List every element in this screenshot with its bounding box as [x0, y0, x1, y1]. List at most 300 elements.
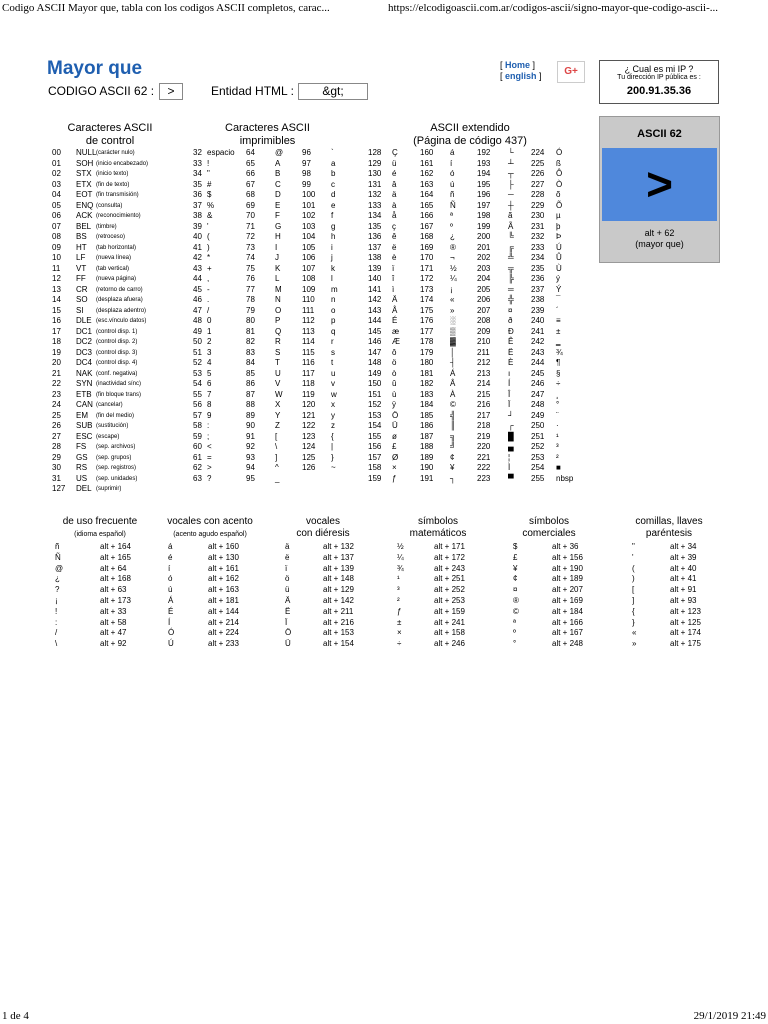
char-cell: ý — [556, 274, 560, 283]
char-cell: ) — [632, 574, 635, 584]
char-cell: ▓ — [450, 337, 456, 346]
char-cell: Ó — [168, 628, 175, 638]
char-cell: Û — [556, 253, 562, 262]
code-cell: 18 — [52, 337, 61, 346]
char-cell: % — [207, 200, 215, 210]
char-cell: ® — [513, 596, 519, 605]
code-cell: 54 — [193, 379, 202, 388]
code-cell: 237 — [531, 284, 545, 294]
char-cell: Î — [508, 389, 511, 399]
shortcut-row — [0, 639, 768, 650]
description-cell: (consulta) — [96, 202, 123, 209]
char-cell: 1 — [207, 326, 212, 336]
top-links: [ Home ] [ english ] — [500, 60, 542, 81]
alt-code-cell: alt + 148 — [323, 574, 354, 584]
code-cell: 152 — [368, 400, 382, 409]
char-cell: ² — [556, 452, 559, 462]
code-cell: 46 — [193, 295, 202, 304]
char-cell: l — [331, 274, 333, 283]
description-cell: (sep. archivos) — [96, 444, 136, 450]
char-cell: ? — [207, 473, 212, 483]
char-cell: ¾ — [397, 563, 404, 573]
alt-code-cell: alt + 163 — [208, 585, 239, 595]
char-cell: ƒ — [397, 606, 402, 616]
code-cell: 71 — [246, 221, 255, 231]
code-cell: 90 — [246, 421, 255, 430]
char-cell: ¿ — [450, 232, 455, 241]
alt-code-cell: alt + 36 — [552, 542, 579, 551]
char-cell: Í — [168, 617, 171, 627]
code-cell: 83 — [246, 347, 255, 357]
table-row — [0, 295, 768, 306]
code-cell: 64 — [246, 148, 255, 157]
code-cell: 05 — [52, 200, 61, 210]
home-link[interactable]: Home — [505, 60, 531, 70]
char-cell: L — [275, 274, 280, 283]
char-cell: é — [392, 169, 397, 178]
char-cell: █ — [508, 431, 514, 441]
code-cell: 82 — [246, 337, 255, 346]
code-cell: 63 — [193, 473, 202, 483]
code-cell: 174 — [420, 295, 434, 304]
char-cell: ½ — [397, 542, 404, 551]
code-cell: 226 — [531, 169, 545, 178]
code-cell: 153 — [368, 410, 382, 420]
alt-code-cell: alt + 252 — [434, 585, 465, 595]
code-cell: 97 — [302, 158, 311, 168]
char-cell: Ö — [285, 628, 292, 638]
code-cell: 211 — [477, 347, 490, 357]
code-cell: 07 — [52, 221, 61, 231]
code-cell: 170 — [420, 253, 434, 262]
table-row — [0, 264, 768, 275]
char-cell: ─ — [508, 190, 514, 199]
code-cell: 193 — [477, 158, 491, 168]
code-cell: 141 — [368, 284, 382, 294]
char-cell: ü — [285, 585, 290, 595]
table-row — [0, 474, 768, 485]
code-cell: 37 — [193, 200, 202, 210]
code-cell: 105 — [302, 242, 316, 252]
alt-code-cell: alt + 207 — [552, 585, 583, 595]
code-cell: 212 — [477, 358, 491, 367]
description-cell: (tab vertical) — [96, 265, 130, 272]
code-cell: 73 — [246, 242, 255, 252]
code-cell: 109 — [302, 284, 316, 294]
code-cell: 52 — [193, 358, 202, 367]
code-cell: 62 — [193, 463, 202, 472]
alt-code-cell: alt + 158 — [434, 628, 465, 638]
char-cell: ^ — [275, 463, 279, 472]
table-row — [0, 432, 768, 443]
mnemonic-cell: GS — [76, 452, 88, 462]
code-cell: 114 — [302, 337, 315, 346]
shortcut-row — [0, 553, 768, 564]
code-cell: 12 — [52, 274, 61, 283]
mnemonic-cell: EOT — [76, 190, 93, 199]
code-cell: 201 — [477, 242, 491, 252]
alt-code-cell: alt + 34 — [670, 542, 697, 551]
mnemonic-cell: DC1 — [76, 326, 93, 336]
google-plus-button[interactable]: G+ — [557, 61, 585, 83]
entidad-label: Entidad HTML : — [211, 84, 294, 98]
alt-code-cell: alt + 142 — [323, 596, 354, 605]
char-cell: Ã — [508, 221, 514, 231]
code-cell: 222 — [477, 463, 491, 472]
char-cell: k — [331, 263, 335, 273]
char-cell: ╔ — [508, 242, 514, 252]
table-row — [0, 201, 768, 212]
code-cell: 111 — [302, 305, 315, 315]
char-cell: º — [513, 628, 516, 638]
alt-code-cell: alt + 172 — [434, 552, 465, 562]
char-cell: $ — [513, 542, 518, 551]
ascii-panel-name: (mayor que) — [635, 239, 684, 249]
char-cell: ¢ — [513, 574, 518, 584]
char-cell: á — [168, 542, 173, 551]
description-cell: (control disp. 2) — [96, 339, 138, 345]
code-cell: 14 — [52, 295, 61, 304]
char-cell: ] — [275, 452, 278, 462]
char-cell: Â — [450, 379, 456, 388]
char-cell: à — [392, 200, 397, 210]
code-cell: 70 — [246, 211, 255, 220]
alt-code-cell: alt + 167 — [552, 628, 583, 638]
code-cell: 184 — [420, 400, 434, 409]
char-cell: × — [392, 463, 397, 472]
char-cell: 7 — [207, 389, 212, 399]
code-cell: 166 — [420, 211, 434, 220]
mnemonic-cell: STX — [76, 169, 92, 178]
ascii-panel-title: ASCII 62 — [637, 128, 682, 140]
code-cell: 53 — [193, 368, 202, 378]
char-cell: ø — [392, 431, 397, 441]
code-cell: 243 — [531, 347, 545, 357]
code-cell: 182 — [420, 379, 434, 388]
char-cell: ? — [55, 585, 60, 595]
code-cell: 247 — [531, 389, 545, 399]
description-cell: (desplaza adentro) — [96, 307, 147, 314]
char-cell: r — [331, 337, 334, 346]
code-cell: 34 — [193, 169, 202, 178]
char-cell: ö — [285, 574, 290, 584]
char-cell: ¿ — [55, 574, 60, 584]
description-cell: (suprimir) — [96, 486, 122, 492]
code-cell: 22 — [52, 379, 61, 388]
code-cell: 38 — [193, 211, 202, 220]
code-cell: 124 — [302, 442, 316, 451]
char-cell: Ü — [392, 421, 398, 430]
char-cell: & — [207, 211, 213, 220]
char-cell: ÿ — [392, 400, 396, 409]
char-cell: ú — [168, 585, 173, 595]
table-row — [0, 369, 768, 380]
char-cell: Ú — [556, 242, 562, 252]
alt-code-cell: alt + 154 — [323, 639, 354, 649]
char-cell: ╗ — [450, 431, 456, 441]
code-cell: 25 — [52, 410, 61, 420]
code-cell: 233 — [531, 242, 545, 252]
char-cell: n — [331, 295, 336, 304]
code-cell: 229 — [531, 200, 545, 210]
char-cell: } — [632, 617, 635, 627]
mnemonic-cell: DEL — [76, 484, 92, 493]
char-cell: c — [331, 179, 335, 189]
char-cell: 2 — [207, 337, 212, 346]
code-cell: 115 — [302, 347, 315, 357]
alt-code-cell: alt + 175 — [670, 639, 701, 649]
table-row — [0, 211, 768, 222]
char-cell: ° — [513, 639, 517, 649]
code-cell: 216 — [477, 400, 491, 409]
char-cell: D — [275, 190, 281, 199]
code-cell: 04 — [52, 190, 61, 199]
char-cell: þ — [556, 221, 561, 231]
table-row — [0, 411, 768, 422]
alt-code-cell: alt + 159 — [434, 606, 465, 616]
code-cell: 235 — [531, 263, 545, 273]
code-cell: 19 — [52, 347, 61, 357]
char-cell: ¨ — [556, 410, 559, 420]
code-cell: 159 — [368, 473, 382, 483]
char-cell: ) — [207, 242, 210, 252]
code-cell: 172 — [420, 274, 434, 283]
char-cell: ╠ — [508, 274, 514, 283]
table-row — [0, 253, 768, 264]
char-cell: < — [207, 442, 212, 451]
code-cell: 218 — [477, 421, 491, 430]
mnemonic-cell: LF — [76, 253, 86, 262]
char-cell: ¤ — [508, 305, 513, 315]
mnemonic-cell: SUB — [76, 421, 93, 430]
code-cell: 67 — [246, 179, 255, 189]
code-cell: 219 — [477, 431, 491, 441]
code-cell: 106 — [302, 253, 316, 262]
code-cell: 94 — [246, 463, 255, 472]
code-cell: 158 — [368, 463, 382, 472]
alt-code-cell: alt + 47 — [100, 628, 127, 638]
code-cell: 15 — [52, 305, 61, 315]
code-cell: 240 — [531, 316, 545, 325]
code-cell: 99 — [302, 179, 311, 189]
code-cell: 188 — [420, 442, 434, 451]
code-cell: 178 — [420, 337, 434, 346]
char-cell: ░ — [450, 316, 456, 325]
char-cell: Z — [275, 421, 280, 430]
char-cell: ┐ — [450, 473, 456, 483]
char-cell: ╝ — [450, 442, 456, 451]
char-cell: > — [207, 463, 212, 472]
char-cell: ñ — [55, 542, 60, 551]
char-cell: 9 — [207, 410, 212, 420]
char-cell: ┴ — [508, 158, 514, 168]
printable-section-title: Caracteres ASCII imprimibles — [225, 122, 310, 147]
char-cell: µ — [556, 211, 561, 220]
code-cell: 224 — [531, 148, 545, 157]
code-cell: 31 — [52, 473, 61, 483]
mnemonic-cell: ACK — [76, 211, 93, 220]
mnemonic-cell: RS — [76, 463, 88, 472]
description-cell: (tab horizontal) — [96, 244, 137, 251]
char-cell: Ý — [556, 284, 562, 294]
description-cell: (conf. negativa) — [96, 370, 138, 377]
char-cell: v — [331, 379, 335, 388]
code-cell: 95 — [246, 473, 255, 483]
code-cell: 76 — [246, 274, 255, 283]
alt-code-cell: alt + 123 — [670, 606, 701, 616]
code-cell: 189 — [420, 452, 434, 462]
mnemonic-cell: US — [76, 473, 88, 483]
char-cell: ] — [632, 596, 635, 605]
char-cell: p — [331, 316, 336, 325]
char-cell: ¸ — [556, 389, 559, 399]
char-cell: Ç — [392, 148, 398, 157]
code-cell: 61 — [193, 452, 202, 462]
mnemonic-cell: NULL — [76, 148, 97, 157]
description-cell: (timbre) — [96, 223, 117, 230]
char-cell: ã — [508, 211, 513, 220]
char-cell: $ — [207, 190, 212, 199]
code-cell: 208 — [477, 316, 491, 325]
code-cell: 44 — [193, 274, 202, 283]
code-cell: 27 — [52, 431, 61, 441]
char-cell: Ì — [508, 463, 511, 472]
char-cell: Ä — [392, 295, 398, 304]
code-cell: 11 — [52, 263, 61, 273]
code-cell: 220 — [477, 442, 491, 451]
description-cell: (fin del medio) — [96, 412, 135, 419]
print-datetime: 29/1/2019 21:49 — [693, 1010, 766, 1022]
mnemonic-cell: SO — [76, 295, 88, 304]
code-cell: 140 — [368, 274, 382, 283]
char-cell: å — [392, 211, 397, 220]
ip-subtitle: Tu dirección IP pública es : — [617, 74, 701, 81]
mnemonic-cell: BS — [76, 232, 87, 241]
entidad-value-field[interactable]: &gt; — [298, 83, 368, 100]
code-cell: 00 — [52, 148, 61, 157]
code-cell: 217 — [477, 410, 491, 420]
code-cell: 40 — [193, 232, 202, 241]
char-cell: { — [632, 606, 635, 616]
description-cell: (control disp. 1) — [96, 328, 138, 335]
char-cell: , — [207, 274, 210, 283]
char-cell: ! — [55, 606, 58, 616]
shortcut-row — [0, 628, 768, 639]
char-cell: × — [397, 628, 402, 638]
alt-code-cell: alt + 63 — [100, 585, 127, 595]
code-cell: 221 — [477, 452, 491, 462]
code-cell: 51 — [193, 347, 202, 357]
code-cell: 68 — [246, 190, 255, 199]
code-cell: 246 — [531, 379, 545, 388]
code-cell: 181 — [420, 368, 434, 378]
alt-code-cell: alt + 161 — [208, 563, 239, 573]
alt-code-cell: alt + 160 — [208, 542, 239, 551]
alt-code-cell: alt + 248 — [552, 639, 583, 649]
alt-code-cell: alt + 168 — [100, 574, 131, 584]
code-cell: 57 — [193, 410, 202, 420]
char-cell: ╣ — [450, 410, 456, 420]
char-cell: ó — [450, 169, 455, 178]
char-cell: ╚ — [508, 232, 514, 241]
char-cell: A — [275, 158, 281, 168]
char-cell: d — [331, 190, 336, 199]
code-cell: 196 — [477, 190, 491, 199]
ascii-panel-glyph: > — [602, 148, 717, 221]
char-cell: ° — [556, 400, 560, 409]
code-cell: 148 — [368, 358, 382, 367]
char-cell: @ — [55, 563, 64, 573]
block-title: símbolos matemáticos — [409, 516, 467, 539]
char-cell: O — [275, 305, 282, 315]
char-cell: ¼ — [397, 552, 404, 562]
table-row — [0, 190, 768, 201]
alt-code-cell: alt + 173 — [100, 596, 131, 605]
char-cell: ú — [450, 179, 455, 189]
char-cell: w — [331, 389, 337, 399]
mnemonic-cell: CR — [76, 284, 88, 294]
code-cell: 132 — [368, 190, 382, 199]
char-cell: " — [207, 169, 210, 178]
block-title: símbolos comerciales — [522, 516, 576, 539]
char-cell: ( — [207, 232, 210, 241]
code-cell: 173 — [420, 284, 434, 294]
shortcut-row — [0, 596, 768, 607]
alt-code-cell: alt + 41 — [670, 574, 697, 584]
code-cell: 143 — [368, 305, 382, 315]
char-cell: ▄ — [508, 442, 514, 451]
char-cell: Ú — [168, 639, 174, 649]
alt-code-cell: alt + 246 — [434, 639, 465, 649]
description-cell: (fin de texto) — [96, 181, 130, 188]
code-cell: 101 — [302, 200, 316, 210]
alt-code-cell: alt + 189 — [552, 574, 583, 584]
char-cell: » — [450, 305, 455, 315]
char-cell: ò — [392, 368, 397, 378]
char-cell: é — [168, 552, 173, 562]
code-cell: 02 — [52, 169, 61, 178]
char-cell: ´ — [556, 305, 559, 315]
page-title: Mayor que — [47, 58, 143, 79]
mnemonic-cell: ETB — [76, 389, 92, 399]
char-cell: ä — [392, 190, 397, 199]
char-cell: E — [275, 200, 281, 210]
code-cell: 93 — [246, 452, 255, 462]
char-cell: C — [275, 179, 281, 189]
char-cell: G — [275, 221, 282, 231]
char-cell: ô — [392, 347, 397, 357]
code-cell: 41 — [193, 242, 202, 252]
char-cell: û — [392, 379, 397, 388]
code-cell: 165 — [420, 200, 434, 210]
char-cell: ¹ — [556, 431, 559, 441]
char-cell: Õ — [556, 200, 563, 210]
code-cell: 198 — [477, 211, 491, 220]
char-cell: æ — [392, 326, 400, 336]
code-cell: 91 — [246, 431, 255, 441]
codigo-value-field[interactable]: > — [159, 83, 183, 100]
char-cell: ù — [392, 389, 397, 399]
print-page-count: 1 de 4 — [2, 1010, 29, 1022]
char-cell: u — [331, 368, 336, 378]
char-cell: ┬ — [508, 169, 514, 178]
alt-code-cell: alt + 39 — [670, 552, 697, 562]
code-cell: 238 — [531, 295, 545, 304]
code-cell: 24 — [52, 400, 61, 409]
code-cell: 251 — [531, 431, 545, 441]
char-cell: h — [331, 232, 336, 241]
english-link[interactable]: english — [505, 71, 537, 81]
